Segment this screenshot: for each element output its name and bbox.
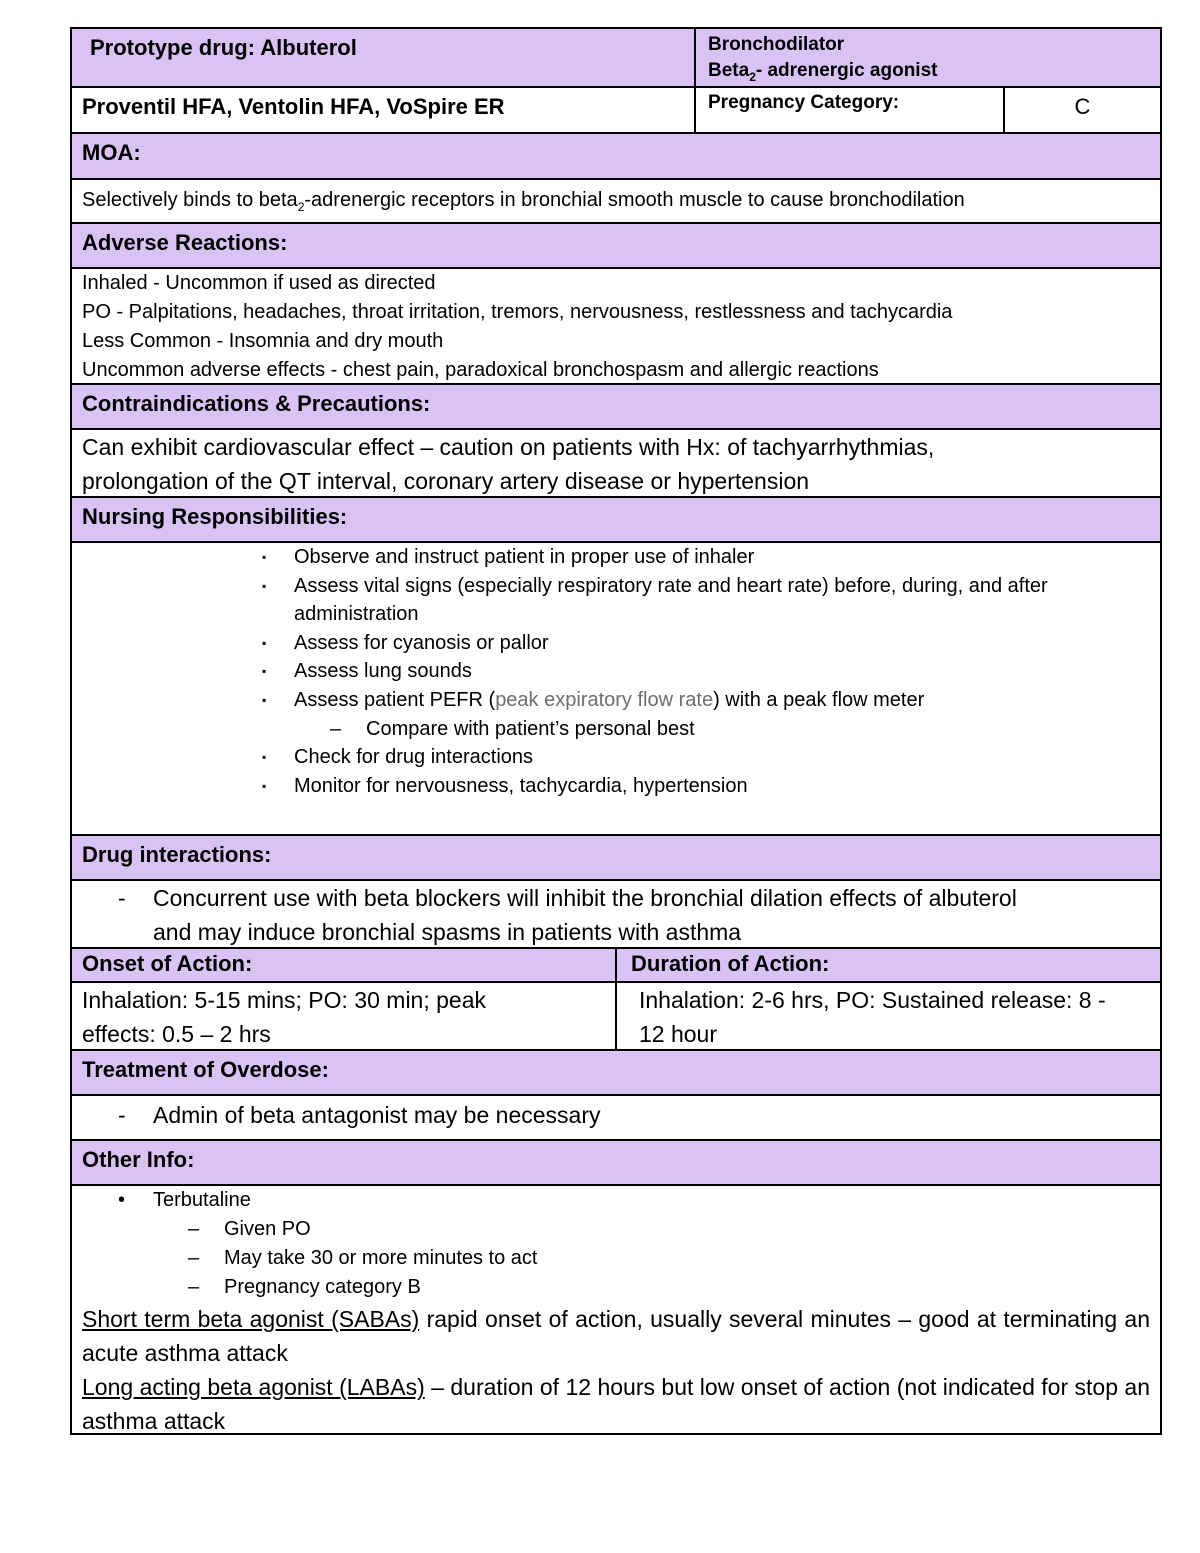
nursing-item: ▪ Assess lung sounds <box>262 660 472 683</box>
adverse-line: Less Common - Insomnia and dry mouth <box>82 330 444 352</box>
nursing-item: ▪ Observe and instruct patient in proper use of inhaler <box>262 546 755 568</box>
drug-class-line1: Bronchodilator <box>708 34 845 55</box>
duration-text: Inhalation: 2-6 hrs, PO: Sustained release: 8 - 12 hour <box>639 987 1106 1047</box>
other-item: • Terbutaline <box>118 1189 251 1211</box>
brand-names: Proventil HFA, Ventolin HFA, VoSpire ER <box>82 94 505 119</box>
adverse-list <box>70 267 1162 383</box>
contraindications-line: Can exhibit cardiovascular effect – caution on patients with Hx: of tachyarrhythmias, <box>82 434 935 460</box>
contraindications-header: Contraindications & Precautions: <box>70 383 1162 428</box>
duration-header: Duration of Action: <box>631 951 830 976</box>
overdose-text: - Admin of beta antagonist may be necessary <box>70 1094 1162 1139</box>
brand-row <box>70 86 1162 132</box>
nursing-item: ▪ Assess vital signs (especially respiratory rate and heart rate) before, during, and after <box>262 574 1048 597</box>
overdose-header: Treatment of Overdose: <box>70 1049 1162 1094</box>
nursing-list <box>70 541 1162 834</box>
nursing-item: ▪ Check for drug interactions <box>262 746 534 769</box>
pefr-definition: peak expiratory flow rate <box>495 688 714 711</box>
onset-duration-row <box>70 981 1162 1049</box>
onset-text: Inhalation: 5-15 mins; PO: 30 min; peak effects: 0.5 – 2 hrs <box>82 987 486 1047</box>
interactions-header: Drug interactions: <box>70 834 1162 879</box>
nursing-item: ▪ Monitor for nervousness, tachycardia, hypertension <box>262 774 748 797</box>
interactions-line: and may induce bronchial spasms in patients with asthma <box>153 919 742 945</box>
contraindications-line: prolongation of the QT interval, coronary artery disease or hypertension <box>82 468 810 494</box>
adverse-line: Uncommon adverse effects - chest pain, paradoxical bronchospasm and allergic reactions <box>82 359 879 381</box>
nursing-subitem: – Compare with patient’s personal best <box>330 717 695 740</box>
pregnancy-category-value: C <box>1074 94 1091 119</box>
interactions-line: Concurrent use with beta blockers will inhibit the bronchial dilation effects of albuterol <box>153 885 1017 911</box>
pregnancy-label: Pregnancy Category: <box>708 92 900 113</box>
adverse-header: Adverse Reactions: <box>70 222 1162 267</box>
drug-class-line2: Beta$_2$- adrenergic agonist <box>708 60 938 84</box>
other-info-body <box>70 1184 1162 1435</box>
nursing-item: ▪ Assess for cyanosis or pallor <box>262 631 549 654</box>
interactions-text: - Concurrent use with beta blockers will inhibit the bronchial dilation effects of albuterol and may induce bronchial spasms in patients with asthma <box>70 879 1162 947</box>
laba-note: Long acting beta agonist (LABAs) – duration of 12 hours but low onset of action (not indicated for stop an asthma attack <box>82 1374 1150 1434</box>
other-info-header: Other Info: <box>70 1139 1162 1184</box>
adverse-line: PO - Palpitations, headaches, throat irritation, tremors, nervousness, restlessness and tachycardia <box>82 301 953 323</box>
adverse-line: Inhaled - Uncommon if used as directed <box>82 272 436 294</box>
nursing-item-continued: administration <box>294 603 419 626</box>
nursing-item: ▪ Assess patient PEFR (peak expiratory flow rate) with a peak flow meter <box>262 688 925 711</box>
onset-header: Onset of Action: <box>82 951 253 976</box>
onset-duration-header-row <box>70 947 1162 981</box>
nursing-header: Nursing Responsibilities: <box>70 496 1162 541</box>
moa-text: Selectively binds to beta$_2$-adrenergic receptors in bronchial smooth muscle to cause bronchodilation <box>70 178 1162 222</box>
prototype-drug: Prototype drug: Albuterol <box>90 35 357 60</box>
drug-class <box>696 29 1160 86</box>
contraindications-text <box>70 428 1162 496</box>
other-subitem: – Pregnancy category B <box>188 1276 421 1298</box>
moa-header: MOA: <box>70 132 1162 178</box>
saba-note: Short term beta agonist (SABAs) rapid onset of action, usually several minutes – good at terminating an acute asthma attack <box>82 1306 1150 1366</box>
prototype-row <box>70 27 1162 86</box>
other-subitem: – May take 30 or more minutes to act <box>188 1247 538 1269</box>
other-subitem: – Given PO <box>188 1218 311 1240</box>
